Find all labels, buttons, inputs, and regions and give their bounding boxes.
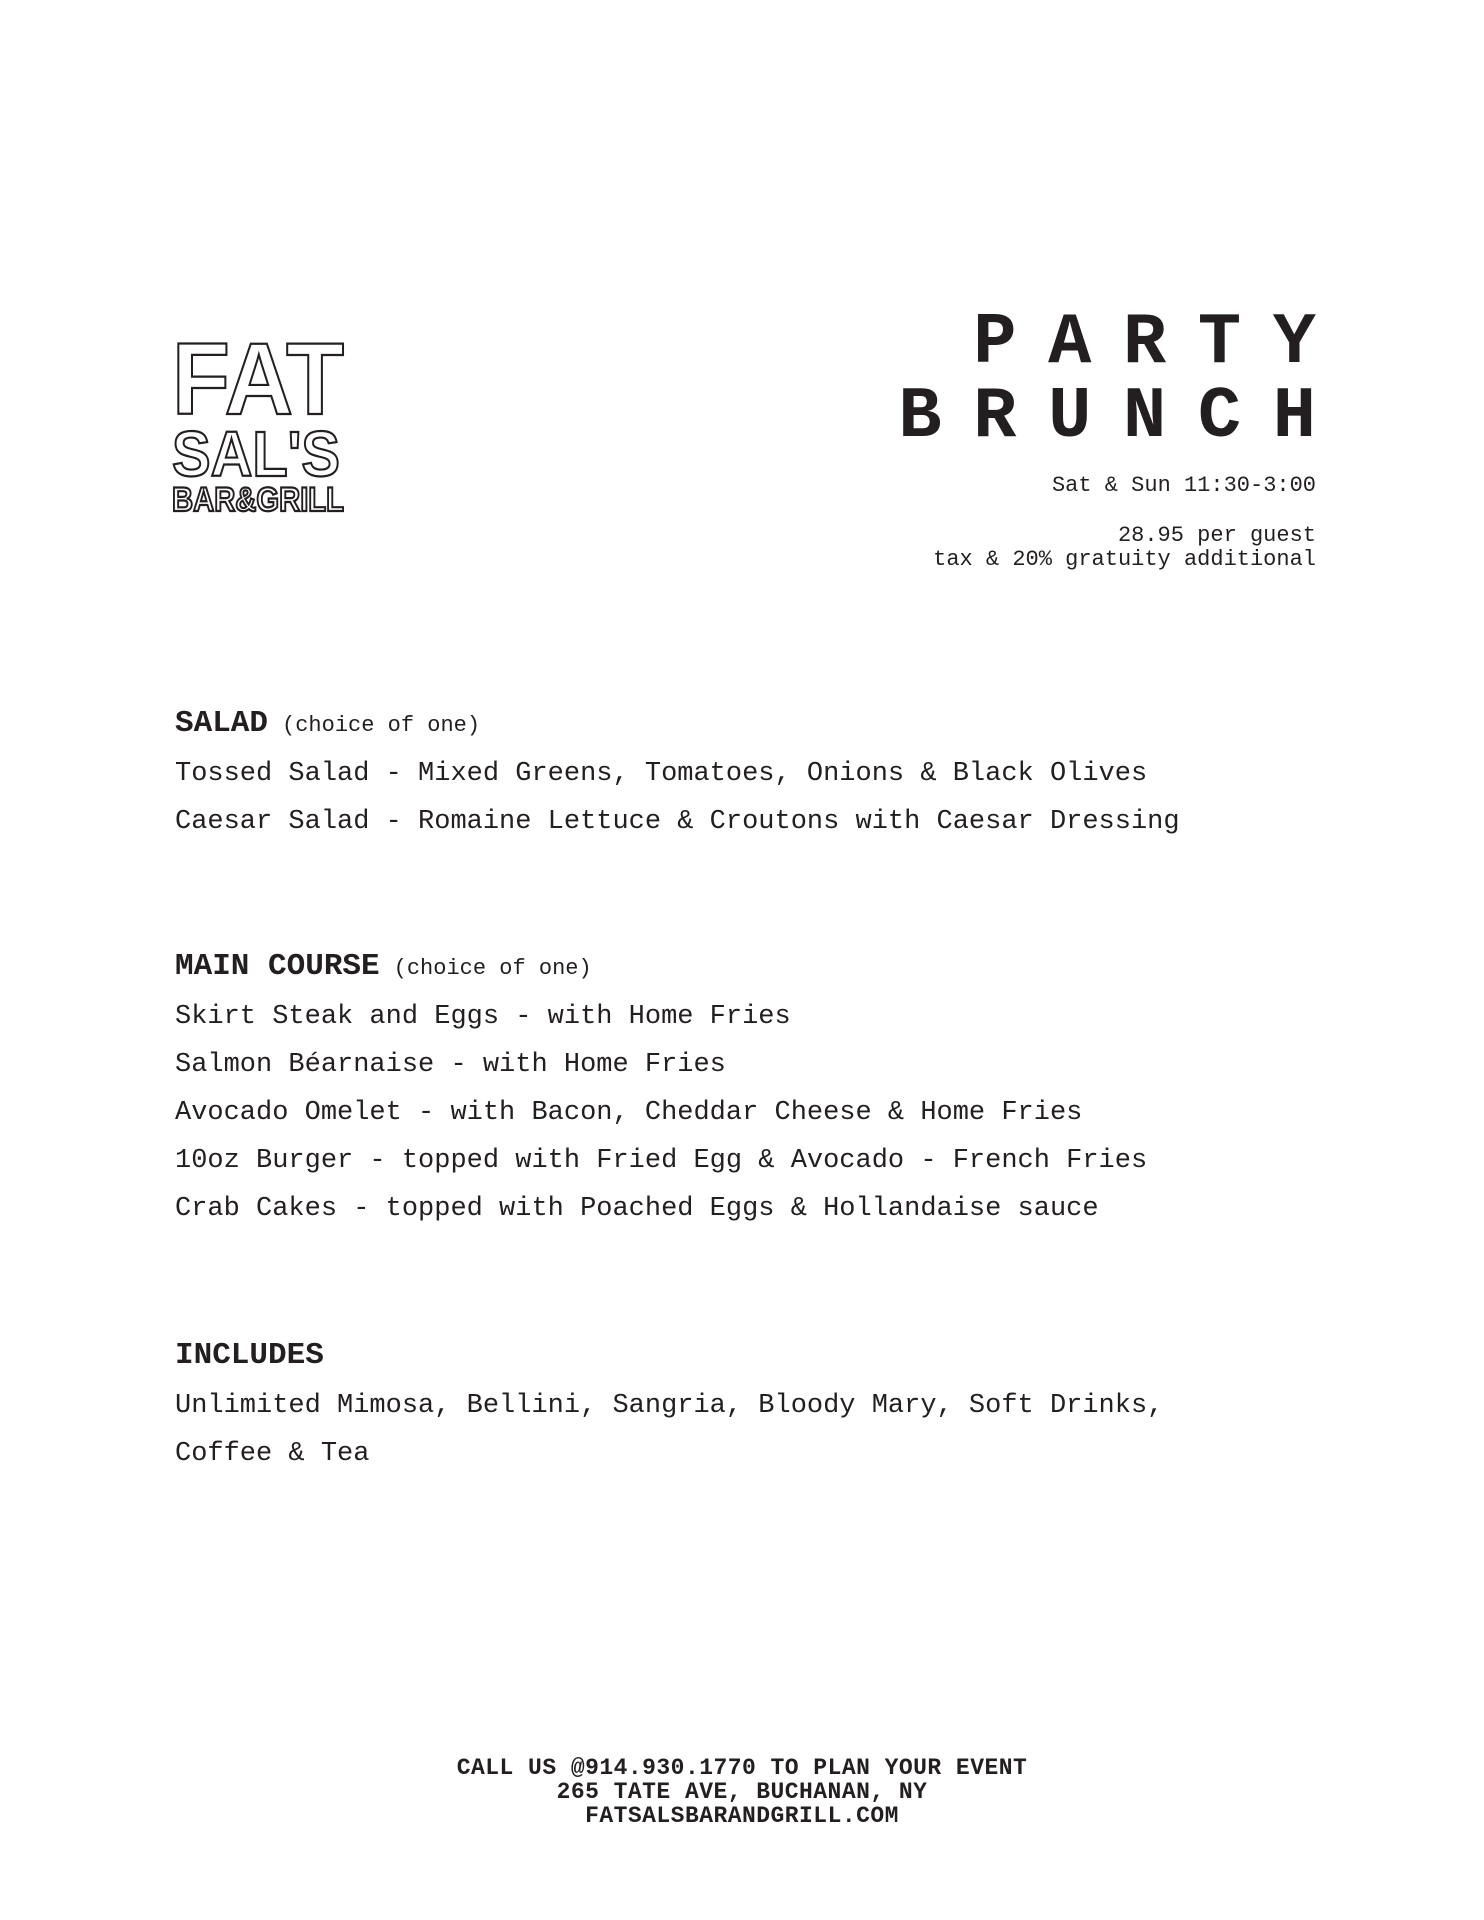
main-course-choice-note: (choice of one) [393, 956, 592, 981]
menu-item: Tossed Salad - Mixed Greens, Tomatoes, Onions & Black Olives [175, 759, 1148, 789]
tax-gratuity-note: tax & 20% gratuity additional [933, 547, 1316, 572]
menu-item: Crab Cakes - topped with Poached Eggs & Hollandaise sauce [175, 1194, 1099, 1224]
includes-title: INCLUDES [175, 1338, 324, 1373]
includes-section [175, 1336, 1335, 1478]
menu-item: Salmon Béarnaise - with Home Fries [175, 1050, 726, 1080]
footer-website-line: FATSALSBARANDGRILL.COM [585, 1803, 899, 1829]
menu-item: Avocado Omelet - with Bacon, Cheddar Cheese & Home Fries [175, 1098, 1083, 1128]
includes-line: Unlimited Mimosa, Bellini, Sangria, Bloody Mary, Soft Drinks, [175, 1391, 1164, 1421]
menu-header [898, 302, 1348, 572]
logo-graphic [172, 318, 350, 519]
menu-item: Caesar Salad - Romaine Lettuce & Croutons with Caesar Dressing [175, 807, 1180, 837]
salad-title: SALAD [175, 706, 269, 741]
logo-line-fat: FAT [172, 322, 344, 436]
salad-heading [175, 704, 1335, 750]
logo-line-bar-grill: BAR&GRILL [172, 481, 344, 519]
main-course-title: MAIN COURSE [175, 949, 380, 984]
includes-heading [175, 1336, 1335, 1382]
service-hours: Sat & Sun 11:30-3:00 [1051, 473, 1316, 498]
title-line-brunch: BRUNCH [898, 376, 1348, 458]
salad-section [175, 704, 1335, 846]
menu-item: Skirt Steak and Eggs - with Home Fries [175, 1002, 791, 1032]
main-course-heading [175, 947, 1335, 993]
footer-address-line: 265 TATE AVE, BUCHANAN, NY [556, 1779, 928, 1805]
main-course-section [175, 947, 1335, 1233]
contact-footer [0, 1756, 1484, 1828]
logo-line-sals: SAL'S [172, 418, 340, 490]
title-line-party: PARTY [973, 302, 1348, 384]
fat-sals-logo [172, 318, 350, 519]
salad-choice-note: (choice of one) [282, 713, 481, 738]
includes-line: Coffee & Tea [175, 1439, 370, 1469]
footer-phone-line: CALL US @914.930.1770 TO PLAN YOUR EVENT [456, 1755, 1028, 1781]
price-per-guest: 28.95 per guest [1117, 523, 1316, 548]
menu-item: 10oz Burger - topped with Fried Egg & Avocado - French Fries [175, 1146, 1148, 1176]
